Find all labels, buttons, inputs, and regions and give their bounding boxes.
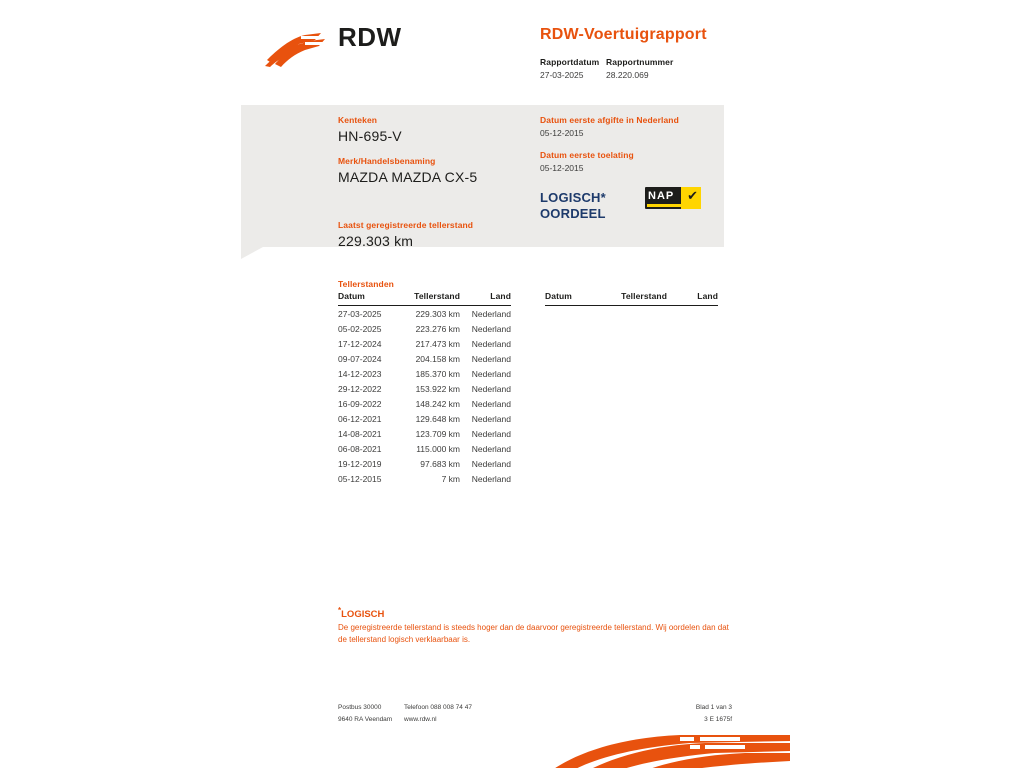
footnote-title-text: LOGISCH [341,609,385,621]
cell-land: Nederland [471,444,511,454]
col-header-land: Land [460,291,511,306]
col-header-tellerstand: Tellerstand [400,291,460,306]
cell-datum: 27-03-2025 [338,309,382,319]
cell-datum: 29-12-2022 [338,384,382,394]
footer-telefoon: Telefoon 088 008 74 47 [404,704,472,711]
col-header-tellerstand: Tellerstand [607,291,667,306]
table-row [338,396,511,411]
cell-tellerstand: 229.303 km [415,309,460,319]
rdw-footer-logo-icon [540,735,790,768]
footnote-title [338,606,384,620]
table-header-row [545,291,718,306]
report-date-label: Rapportdatum [540,57,600,67]
table-row [338,471,511,486]
cell-land: Nederland [471,369,511,379]
table-row [338,366,511,381]
tellerstand-label: Laatst geregistreerde tellerstand [338,220,474,230]
cell-land: Nederland [471,324,511,334]
kenteken-group [338,115,538,144]
cell-tellerstand: 7 km [441,474,460,484]
nap-badge [645,187,701,209]
cell-land: Nederland [471,339,511,349]
rdw-logo-icon [265,30,327,68]
rdw-logo-block [265,22,505,72]
panel-corner-notch [241,247,263,259]
cell-datum: 09-07-2024 [338,354,382,364]
cell-tellerstand: 129.648 km [415,414,460,424]
cell-tellerstand: 115.000 km [416,444,460,454]
cell-tellerstand: 123.709 km [415,429,460,439]
cell-tellerstand: 217.473 km [415,339,460,349]
footer-contact-column [404,702,524,727]
tellerstand-group [338,220,538,249]
page-title: RDW-Voertuigrapport [540,26,707,43]
table-row [338,306,511,322]
footer-website[interactable]: www.rdw.nl [404,716,437,724]
footer-postbus: Postbus 30000 [338,704,382,711]
verdict-text [540,190,606,223]
cell-datum: 06-12-2021 [338,414,382,424]
report-number-label: Rapportnummer [606,57,674,67]
footnote-body: De geregistreerde tellerstand is steeds hoger dan de daarvoor geregistreerde tellerstand. Wij oordelen dan dat de tellerstand logisch verklaarbaar is. [338,623,729,645]
footer-page-number: Blad 1 van 3 [695,704,732,711]
logo-wordmark: RDW [338,22,402,52]
cell-land: Nederland [471,459,511,469]
table-row [338,411,511,426]
col-header-datum: Datum [338,291,400,306]
odometer-table-left [338,291,511,486]
cell-datum: 19-12-2019 [338,459,382,469]
eerste-toelating-label: Datum eerste toelating [540,150,634,160]
cell-tellerstand: 223.276 km [415,324,460,334]
table-row [338,456,511,471]
odometer-section-title: Tellerstanden [338,279,394,289]
table-row [338,336,511,351]
merk-label: Merk/Handelsbenaming [338,156,436,166]
nap-badge-bar [647,204,681,207]
cell-datum: 17-12-2024 [338,339,382,349]
table-row [338,321,511,336]
eerste-afgifte-value: 05-12-2015 [540,128,584,138]
cell-land: Nederland [471,429,511,439]
report-meta [540,57,800,80]
col-header-land: Land [667,291,718,306]
cell-datum: 06-08-2021 [338,444,382,454]
table-row [338,351,511,366]
eerste-toelating-group [540,150,720,173]
eerste-afgifte-label: Datum eerste afgifte in Nederland [540,115,679,125]
summary-right-column [540,115,720,173]
summary-left-column [338,115,538,249]
cell-land: Nederland [471,414,511,424]
cell-datum: 05-12-2015 [338,474,382,484]
cell-land: Nederland [471,399,511,409]
report-date-value: 27-03-2025 [540,70,584,80]
kenteken-label: Kenteken [338,115,378,125]
table-row [338,441,511,456]
check-icon: ✔ [687,188,698,203]
tellerstand-value: 229.303 km [338,233,414,249]
report-number-value: 28.220.069 [606,70,649,80]
cell-land: Nederland [471,354,511,364]
cell-land: Nederland [471,384,511,394]
eerste-afgifte-group [540,115,720,138]
table-row [338,426,511,441]
merk-value: MAZDA MAZDA CX-5 [338,169,478,185]
cell-tellerstand: 204.158 km [415,354,460,364]
eerste-toelating-value: 05-12-2015 [540,163,584,173]
kenteken-value: HN-695-V [338,128,402,144]
verdict-line-1: LOGISCH* [540,190,606,205]
odometer-table-right [545,291,718,306]
cell-datum: 14-12-2023 [338,369,382,379]
cell-datum: 14-08-2021 [338,429,382,439]
table-header-row [338,291,511,306]
cell-tellerstand: 185.370 km [415,369,460,379]
report-number-group [606,57,726,80]
cell-tellerstand: 148.242 km [415,399,460,409]
table-row [338,381,511,396]
footnote-star: * [338,606,342,615]
report-date-group [540,57,606,80]
cell-tellerstand: 97.683 km [420,459,460,469]
document-footer-right [640,702,732,727]
vehicle-summary-panel [241,105,724,247]
footer-plaats: 9640 RA Veendam [338,716,393,724]
verdict-line-2: OORDEEL [540,206,606,222]
cell-tellerstand: 153.922 km [415,384,460,394]
footer-form-code: 3 E 1675f [704,716,732,724]
merk-group [338,156,538,185]
cell-datum: 16-09-2022 [338,399,382,409]
col-header-datum: Datum [545,291,607,306]
nap-badge-label: NAP [648,190,675,202]
cell-datum: 05-02-2025 [338,324,382,334]
cell-land: Nederland [471,309,511,319]
footer-address-column [338,702,404,727]
cell-land: Nederland [471,474,511,484]
